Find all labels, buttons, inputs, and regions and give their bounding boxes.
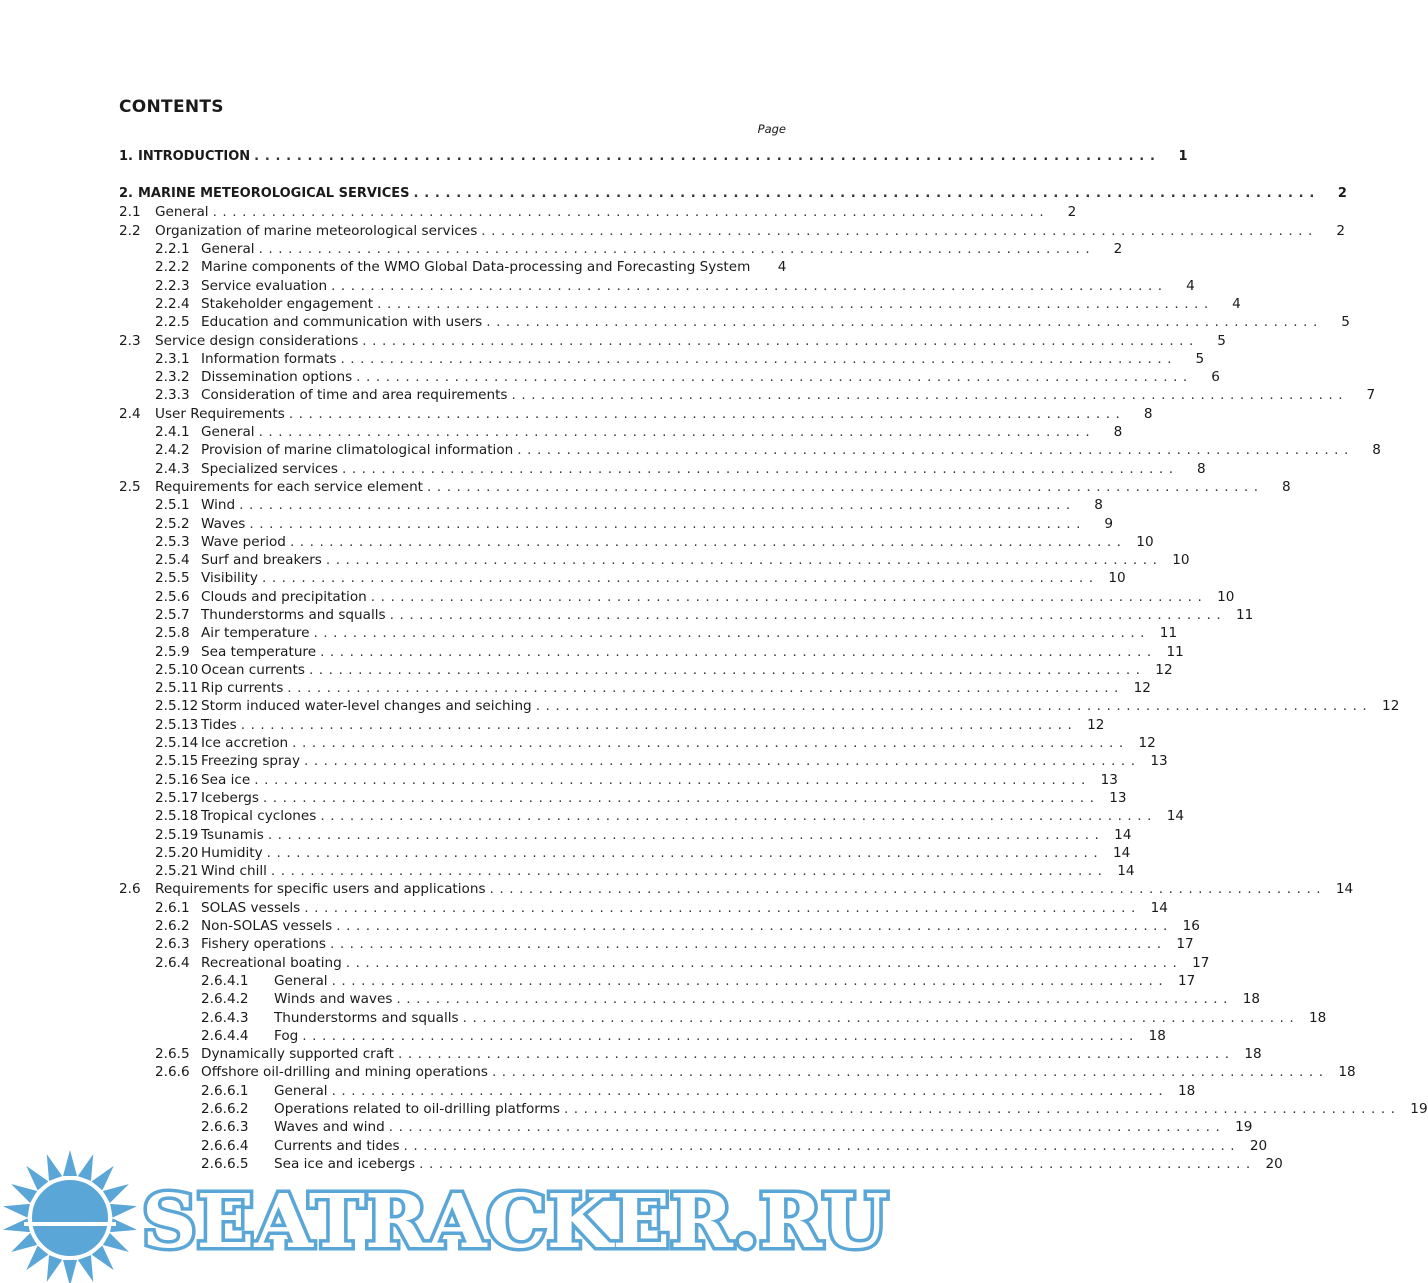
toc-entry[interactable] [155, 533, 1154, 551]
toc-entry-title: INTRODUCTION [137, 149, 251, 164]
toc-leader-dots: . . . . . . . . . . . . . . . . . . . . . . . . . . . . . . . . . . . . . . . . . . . . . . . . . . . . . . . . . . . . . . . . . . . . . . . . . . . . . . . . . . . . . [517, 442, 1349, 458]
toc-entry-title: Service evaluation [201, 278, 328, 294]
toc-entry-number: 2.5.11 [155, 680, 199, 696]
toc-entry-title: Humidity [201, 845, 263, 861]
toc-leader-dots: . . . . . . . . . . . . . . . . . . . . . . . . . . . . . . . . . . . . . . . . . . . . . . . . . . . . . . . . . . . . . . . . . . . . . . . . . . . . . . . . . . . . . [267, 827, 1100, 843]
toc-entry-title: Surf and breakers [201, 552, 322, 568]
toc-leader-dots: . . . . . . . . . . . . . . . . . . . . . . . . . . . . . . . . . . . . . . . . . . . . . . . . . . . . . . . . . . . . . . . . . . . . . . . . . . . . . . . . . . . . . [563, 1101, 1396, 1117]
toc-entry-number: 2.6.4.4 [201, 1028, 249, 1044]
toc-entry-page: 17 [1177, 973, 1196, 989]
toc-entry-number: 2.3.2 [155, 369, 190, 385]
toc-entry[interactable] [155, 295, 1241, 313]
toc-entry[interactable] [119, 880, 1354, 898]
toc-entry[interactable] [119, 185, 1347, 203]
toc-entry[interactable] [155, 789, 1127, 807]
toc-entry-title: Winds and waves [274, 991, 393, 1007]
toc-leader-dots: . . . . . . . . . . . . . . . . . . . . . . . . . . . . . . . . . . . . . . . . . . . . . . . . . . . . . . . . . . . . . . . . . . . . . . . . . . . . . . . . . . . . . [287, 680, 1119, 696]
toc-entry-title: Ice accretion [201, 735, 289, 751]
toc-entry-title: Dynamically supported craft [201, 1046, 394, 1062]
toc-entry-title: Wind chill [201, 863, 267, 879]
toc-entry-number: 2.5.21 [155, 863, 199, 879]
toc-entry-number: 2.6.6.1 [201, 1083, 249, 1099]
toc-entry-number: 2.5.19 [155, 827, 199, 843]
toc-entry-number: 2.6.2 [155, 918, 190, 934]
toc-leader-dots: . . . . . . . . . . . . . . . . . . . . . . . . . . . . . . . . . . . . . . . . . . . . . . . . . . . . . . . . . . . . . . . . . . . . . . . . . . . . . . . . . . . . . [486, 314, 1318, 330]
toc-entry-title: General [201, 241, 255, 257]
toc-entry-number: 2.3.3 [155, 387, 190, 403]
toc-entry-number: 2.4 [119, 406, 141, 422]
toc-leader-dots: . . . . . . . . . . . . . . . . . . . . . . . . . . . . . . . . . . . . . . . . . . . . . . . . . . . . . . . . . . . . . . . . . . . . . . . . . . . . . . . . . . . . . [511, 387, 1344, 403]
toc-entry[interactable] [155, 258, 785, 276]
toc-entry-page: 2 [1336, 223, 1345, 239]
watermark-text: SEATRACKER.RU [142, 1179, 888, 1265]
toc-entry-title: Dissemination options [201, 369, 353, 385]
toc-entry-page: 5 [1217, 333, 1226, 349]
toc-entry-number: 2.5.16 [155, 772, 199, 788]
toc-entry-page: 8 [1143, 406, 1153, 422]
toc-entry-number: 2.5.15 [155, 753, 199, 769]
toc-entry-page: 4 [777, 259, 787, 275]
toc-entry[interactable] [155, 771, 1118, 789]
toc-entry-page: 8 [1094, 497, 1103, 513]
toc-entry[interactable] [119, 148, 1188, 166]
toc-entry-number: 2.6.6.2 [201, 1101, 249, 1117]
toc-entry-title: Air temperature [201, 625, 310, 641]
toc-entry-page: 18 [1242, 991, 1261, 1007]
toc-entry[interactable] [201, 1082, 1196, 1100]
toc-entry[interactable] [155, 807, 1185, 825]
toc-leader-dots: . . . . . . . . . . . . . . . . . . . . . . . . . . . . . . . . . . . . . . . . . . . . . . . . . . . . . . . . . . . . . . . . . . . . . . . . . . . . . . . . . . . . . [289, 534, 1122, 550]
toc-entry[interactable] [201, 1009, 1327, 1027]
toc-entry-page: 14 [1335, 881, 1354, 897]
toc-entry-number: 2.6.1 [155, 900, 190, 916]
toc-entry[interactable] [155, 899, 1168, 917]
toc-leader-dots: . . . . . . . . . . . . . . . . . . . . . . . . . . . . . . . . . . . . . . . . . . . . . . . . . . . . . . . . . . . . . . . . . . . . . . . . . . . . . . . . . . . . . [481, 223, 1313, 239]
toc-entry[interactable] [155, 935, 1194, 953]
toc-leader-dots: . . . . . . . . . . . . . . . . . . . . . . . . . . . . . . . . . . . . . . . . . . . . . . . . . . . . . . . . . . . . . . . . . . . . . . . . . . . . . . . . . . . . . [489, 881, 1322, 897]
toc-entry[interactable] [201, 1027, 1166, 1045]
toc-entry-page: 12 [1133, 680, 1151, 696]
toc-leader-dots: . . . . . . . . . . . . . . . . . . . . . . . . . . . . . . . . . . . . . . . . . . . . . . . . . . . . . . . . . . . . . . . . . . . . . . . . . . . . . . . . . . . . . [396, 991, 1229, 1007]
toc-entry-title: Fishery operations [201, 936, 326, 952]
toc-entry-title: General [274, 1083, 328, 1099]
toc-leader-dots: . . . . . . . . . . . . . . . . . . . . . . . . . . . . . . . . . . . . . . . . . . . . . . . . . . . . . . . . . . . . . . . . . . . . . . . . . . . . . . . . . . . . . [258, 424, 1091, 440]
toc-leader-dots: . . . . . . . . . . . . . . . . . . . . . . . . . . . . . . . . . . . . . . . . . . . . . . . . . . . . . . . . . . . . . . . . . . . . . . . . . . . . . . . . . . . . . [389, 607, 1222, 623]
toc-entry[interactable] [201, 1155, 1283, 1173]
toc-entry-number: 2.2.1 [155, 241, 190, 257]
toc-entry-page: 10 [1217, 589, 1235, 605]
toc-entry-title: Visibility [201, 570, 258, 586]
toc-entry-page: 17 [1176, 936, 1194, 952]
toc-entry-title: Ocean currents [201, 662, 305, 678]
toc-entry[interactable] [119, 478, 1291, 496]
toc-leader-dots: . . . . . . . . . . . . . . . . . . . . . . . . . . . . . . . . . . . . . . . . . . . . . . . . . . . . . . . . . . . . . . . . . . . . . . . . . . . . . . . . . . . . . [535, 698, 1368, 714]
page-column-label: Page [757, 122, 786, 136]
toc-entry-number: 2.2.2 [155, 259, 190, 275]
toc-entry[interactable] [155, 423, 1123, 441]
toc-entry-number: 2.5.5 [155, 570, 190, 586]
toc-entry-number: 2.6.6.3 [201, 1119, 249, 1135]
toc-entry-title: Offshore oil-drilling and mining operations [201, 1064, 488, 1080]
toc-leader-dots: . . . . . . . . . . . . . . . . . . . . . . . . . . . . . . . . . . . . . . . . . . . . . . . . . . . . . . . . . . . . . . . . . . . . . . . . . . . . . . . . . . . . . [419, 1156, 1251, 1172]
toc-entry[interactable] [201, 1118, 1253, 1136]
toc-entry[interactable] [155, 716, 1105, 734]
toc-entry[interactable] [155, 624, 1178, 642]
toc-entry-title: Requirements for specific users and applications [155, 881, 486, 897]
toc-entry-title: Service design considerations [155, 333, 359, 349]
toc-entry-number: 2.6.6 [155, 1064, 190, 1080]
toc-entry-number: 2. [119, 186, 133, 201]
toc-entry[interactable] [201, 1137, 1268, 1155]
toc-entry[interactable] [155, 240, 1123, 258]
toc-leader-dots: . . . . . . . . . . . . . . . . . . . . . . . . . . . . . . . . . . . . . . . . . . . . . . . . . . . . . . . . . . . . . . . . . . . . . . . . . . . . . . . . . . . . . [325, 552, 1158, 568]
toc-entry-number: 2.1 [119, 204, 141, 220]
toc-entry-number: 2.6.4.3 [201, 1010, 249, 1026]
toc-entry[interactable] [155, 661, 1173, 679]
toc-entry-title: Thunderstorms and squalls [201, 607, 386, 623]
toc-entry-title: MARINE METEOROLOGICAL SERVICES [137, 186, 410, 201]
toc-entry-number: 2.3 [119, 333, 141, 349]
toc-entry-page: 11 [1236, 607, 1254, 623]
toc-entry-title: Waves and wind [274, 1119, 385, 1135]
toc-entry-page: 7 [1366, 387, 1376, 403]
toc-entry-title: Marine components of the WMO Global Data-processing and Forecasting System [201, 259, 751, 275]
toc-entry-number: 2.2.4 [155, 296, 190, 312]
toc-entry-number: 2.5.1 [155, 497, 190, 513]
toc-entry-page: 2 [1337, 186, 1347, 201]
toc-entry[interactable] [201, 1100, 1428, 1118]
toc-entry[interactable] [119, 203, 1077, 221]
toc-entry-title: Sea ice and icebergs [274, 1156, 416, 1172]
toc-leader-dots: . . . . . . . . . . . . . . . . . . . . . . . . . . . . . . . . . . . . . . . . . . . . . . . . . . . . . . . . . . . . . . . . . . . . . . . . . . . . . . . . . . . . . [341, 461, 1174, 477]
toc-entry-number: 2.5.13 [155, 717, 199, 733]
toc-entry-page: 17 [1192, 955, 1210, 971]
toc-leader-dots: . . . . . . . . . . . . . . . . . . . . . . . . . . . . . . . . . . . . . . . . . . . . . . . . . . . . . . . . . . . . . . . . . . . . . . . . . . . . . . . . . . . . . [239, 497, 1071, 513]
toc-entry-title: Wave period [201, 534, 286, 550]
toc-entry-title: Icebergs [201, 790, 259, 806]
toc-entry-page: 10 [1108, 570, 1126, 586]
toc-entry-number: 2.5.9 [155, 644, 190, 660]
toc-entry-page: 8 [1197, 461, 1206, 477]
toc-entry-number: 1. [119, 149, 133, 164]
toc-entry-page: 14 [1114, 827, 1132, 843]
toc-entry-number: 2.6.6.5 [201, 1156, 249, 1172]
toc-entry[interactable] [155, 368, 1220, 386]
toc-entry[interactable] [155, 515, 1114, 533]
toc-entry-number: 2.5.10 [155, 662, 199, 678]
toc-entry-page: 8 [1282, 479, 1291, 495]
toc-entry[interactable] [119, 405, 1153, 423]
toc-entry-page: 20 [1265, 1156, 1283, 1172]
toc-entry-title: General [155, 204, 209, 220]
toc-leader-dots: . . . . . . . . . . . . . . . . . . . . . . . . . . . . . . . . . . . . . . . . . . . . . . . . . . . . . . . . . . . . . . . . . . . . . . . . . . . . . . . . . . . . . [462, 1010, 1295, 1026]
toc-entry-title: User Requirements [155, 406, 285, 422]
toc-entry-number: 2.5.3 [155, 534, 190, 550]
toc-entry[interactable] [155, 588, 1235, 606]
toc-entry[interactable] [155, 1045, 1262, 1063]
toc-entry-page: 13 [1100, 772, 1118, 788]
toc-leader-dots: . . . . . . . . . . . . . . . . . . . . . . . . . . . . . . . . . . . . . . . . . . . . . . . . . . . . . . . . . . . . . . . . . . . . . . . . . . . . . . . . . . . . . [370, 589, 1203, 605]
toc-entry[interactable] [155, 862, 1135, 880]
toc-entry-page: 8 [1113, 424, 1123, 440]
toc-entry-page: 18 [1244, 1046, 1262, 1062]
toc-leader-dots: . . . . . . . . . . . . . . . . . . . . . . . . . . . . . . . . . . . . . . . . . . . . . . . . . . . . . . . . . . . . . . . . . . . . . . . . . . . . . . . . . . . . . [212, 204, 1045, 220]
toc-entry-page: 14 [1166, 808, 1185, 824]
toc-entry[interactable] [155, 954, 1210, 972]
toc-entry-number: 2.6.4 [155, 955, 190, 971]
toc-entry-page: 8 [1372, 442, 1381, 458]
toc-entry-number: 2.5.18 [155, 808, 199, 824]
toc-leader-dots: . . . . . . . . . . . . . . . . . . . . . . . . . . . . . . . . . . . . . . . . . . . . . . . . . . . . . . . . . . . . . . . . . . . . . . . . . . . . . . . . . . . . . [254, 772, 1086, 788]
toc-leader-dots: . . . . . . . . . . . . . . . . . . . . . . . . . . . . . . . . . . . . . . . . . . . . . . . . . . . . . . . . . . . . . . . . . . . . . . . . . . . . . . . . . . . . . [249, 516, 1082, 532]
toc-entry-title: Fog [274, 1028, 299, 1044]
toc-entry-title: Recreational boating [201, 955, 342, 971]
toc-entry-page: 20 [1249, 1138, 1268, 1154]
toc-entry-title: Non-SOLAS vessels [201, 918, 333, 934]
toc-entry-number: 2.6.3 [155, 936, 190, 952]
toc-entry-page: 12 [1087, 717, 1105, 733]
toc-entry-title: Consideration of time and area requirements [201, 387, 508, 403]
toc-entry-number: 2.5.20 [155, 845, 199, 861]
toc-entry[interactable] [201, 972, 1196, 990]
toc-entry-number: 2.6 [119, 881, 141, 897]
toc-entry-page: 12 [1382, 698, 1400, 714]
toc-entry[interactable] [155, 460, 1206, 478]
toc-leader-dots: . . . . . . . . . . . . . . . . . . . . . . . . . . . . . . . . . . . . . . . . . . . . . . . . . . . . . . . . . . . . . . . . . . . . . . . . . . . . . . . . . . . . . [427, 479, 1259, 495]
toc-entry-number: 2.5.17 [155, 790, 199, 806]
toc-entry-page: 12 [1138, 735, 1156, 751]
toc-entry-title: Organization of marine meteorological services [155, 223, 478, 239]
toc-entry[interactable] [155, 697, 1400, 715]
toc-entry[interactable] [155, 551, 1190, 569]
toc-entry-page: 12 [1155, 662, 1173, 678]
toc-entry-title: Currents and tides [274, 1138, 400, 1154]
toc-entry-title: General [201, 424, 255, 440]
toc-entry-page: 14 [1150, 900, 1168, 916]
toc-entry[interactable] [155, 1063, 1356, 1081]
toc-entry-title: Sea ice [201, 772, 251, 788]
toc-entry-page: 19 [1235, 1119, 1253, 1135]
toc-entry[interactable] [155, 826, 1132, 844]
toc-entry[interactable] [155, 277, 1195, 295]
toc-leader-dots: . . . . . . . . . . . . . . . . . . . . . . . . . . . . . . . . . . . . . . . . . . . . . . . . . . . . . . . . . . . . . . . . . . . . . . . . . . . . . . . . . . . . . [397, 1046, 1230, 1062]
toc-leader-dots: . . . . . . . . . . . . . . . . . . . . . . . . . . . . . . . . . . . . . . . . . . . . . . . . . . . . . . . . . . . . . . . . . . . . . . . . . . . . . . . . . . . . . [261, 570, 1094, 586]
toc-leader-dots: . . . . . . . . . . . . . . . . . . . . . . . . . . . . . . . . . . . . . . . . . . . . . . . . . . . . . . . . . . . . . . . . . . . . . . . . . . . . . . . . . . . . . [313, 625, 1146, 641]
toc-leader-dots: . . . . . . . . . . . . . . . . . . . . . . . . . . . . . . . . . . . . . . . . . . . . . . . . . . . . . . . . . . . . . . . . . . . . . . . . . . . . . . . . . . . . . [288, 406, 1121, 422]
toc-entry-page: 6 [1211, 369, 1220, 385]
toc-leader-dots: . . . . . . . . . . . . . . . . . . . . . . . . . . . . . . . . . . . . . . . . . . . . . . . . . . . . . . . . . . . . . . . . . . . . . . . . . . . . . . . . . . . . . [377, 296, 1209, 312]
toc-entry-page: 11 [1166, 644, 1184, 660]
toc-entry-number: 2.5.4 [155, 552, 190, 568]
toc-entry[interactable] [155, 643, 1184, 661]
toc-entry-title: Information formats [201, 351, 337, 367]
toc-entry[interactable] [155, 441, 1381, 459]
toc-entry[interactable] [155, 569, 1126, 587]
toc-leader-dots: . . . . . . . . . . . . . . . . . . . . . . . . . . . . . . . . . . . . . . . . . . . . . . . . . . . . . . . . . . . . . . . . . . . . . . . . . . . . . . . . . . . . . [491, 1064, 1324, 1080]
toc-entry-page: 9 [1104, 516, 1114, 532]
toc-entry-title: Stakeholder engagement [201, 296, 374, 312]
toc-entry-title: Clouds and precipitation [201, 589, 367, 605]
toc-entry-number: 2.3.1 [155, 351, 190, 367]
toc-entry-title: Storm induced water-level changes and seiching [201, 698, 532, 714]
toc-entry-page: 2 [1067, 204, 1077, 220]
toc-entry-number: 2.5.2 [155, 516, 190, 532]
toc-entry-page: 10 [1136, 534, 1154, 550]
toc-entry-page: 5 [1341, 314, 1350, 330]
toc-entry-title: Thunderstorms and squalls [274, 1010, 459, 1026]
toc-entry-title: SOLAS vessels [201, 900, 301, 916]
toc-leader-dots: . . . . . . . . . . . . . . . . . . . . . . . . . . . . . . . . . . . . . . . . . . . . . . . . . . . . . . . . . . . . . . . . . . . . . . . . . . . . . . . . . . . . . [304, 753, 1136, 769]
toc-entry-page: 18 [1309, 1010, 1327, 1026]
toc-entry-page: 19 [1410, 1101, 1428, 1117]
toc-entry[interactable] [119, 222, 1345, 240]
toc-entry-number: 2.2 [119, 223, 141, 239]
toc-leader-dots: . . . . . . . . . . . . . . . . . . . . . . . . . . . . . . . . . . . . . . . . . . . . . . . . . . . . . . . . . . . . . . . . . . . . . . . . . . . . . . . . . . . . . [292, 735, 1124, 751]
toc-entry-page: 18 [1338, 1064, 1356, 1080]
toc-entry[interactable] [155, 734, 1156, 752]
page-title: CONTENTS [119, 97, 224, 117]
toc-entry[interactable] [155, 496, 1103, 514]
toc-entry[interactable] [155, 350, 1205, 368]
toc-entry-number: 2.4.1 [155, 424, 190, 440]
toc-entry[interactable] [155, 313, 1350, 331]
toc-leader-dots: . . . . . . . . . . . . . . . . . . . . . . . . . . . . . . . . . . . . . . . . . . . . . . . . . . . . . . . . . . . . . . . . . . . . . . . . . . . . . . . . . . . . . [266, 845, 1099, 861]
toc-entry-page: 13 [1150, 753, 1168, 769]
toc-entry-page: 18 [1177, 1083, 1196, 1099]
toc-entry-page: 16 [1182, 918, 1200, 934]
toc-entry-page: 2 [1113, 241, 1123, 257]
toc-entry-number: 2.6.4.1 [201, 973, 249, 989]
toc-entry-title: Wind [201, 497, 236, 513]
toc-entry[interactable] [155, 844, 1131, 862]
toc-entry-page: 13 [1109, 790, 1127, 806]
toc-entry-number: 2.5.7 [155, 607, 190, 623]
toc-entry-title: General [274, 973, 328, 989]
toc-entry[interactable] [155, 606, 1254, 624]
toc-leader-dots: . . . . . . . . . . . . . . . . . . . . . . . . . . . . . . . . . . . . . . . . . . . . . . . . . . . . . . . . . . . . . . . . . . . . . . . . . . . . . . . . . . . . . [336, 918, 1168, 934]
toc-leader-dots: . . . . . . . . . . . . . . . . . . . . . . . . . . . . . . . . . . . . . . . . . . . . . . . . . . . . . . . . . . . . . . . . . . . . . . . . . . . . . . . . . . . . . [302, 1028, 1134, 1044]
toc-leader-dots: . . . . . . . . . . . . . . . . . . . . . . . . . . . . . . . . . . . . . . . . . . . . . . . . . . . . . . . . . . . . . . . . . . . . . . . . . . . . . . . . . . . . . [413, 186, 1315, 201]
toc-leader-dots: . . . . . . . . . . . . . . . . . . . . . . . . . . . . . . . . . . . . . . . . . . . . . . . . . . . . . . . . . . . . . . . . . . . . . . . . . . . . . . . . . . . . . [308, 662, 1141, 678]
toc-entry-page: 5 [1195, 351, 1205, 367]
toc-entry-number: 2.5.12 [155, 698, 199, 714]
toc-entry-title: Requirements for each service element [155, 479, 424, 495]
toc-entry-number: 2.2.3 [155, 278, 190, 294]
toc-leader-dots: . . . . . . . . . . . . . . . . . . . . . . . . . . . . . . . . . . . . . . . . . . . . . . . . . . . . . . . . . . . . . . . . . . . . . . . . . . . . . . . . . . . . . [304, 900, 1136, 916]
toc-entry-title: Freezing spray [201, 753, 300, 769]
toc-entry-title: Waves [201, 516, 246, 532]
toc-leader-dots: . . . . . . . . . . . . . . . . . . . . . . . . . . . . . . . . . . . . . . . . . . . . . . . . . . . . . . . . . . . . . . . . . . . . . . . . . . . . . . . . . . . . . [240, 717, 1073, 733]
toc-entry[interactable] [155, 679, 1151, 697]
toc-entry-number: 2.2.5 [155, 314, 190, 330]
toc-entry-page: 14 [1117, 863, 1135, 879]
toc-entry[interactable] [155, 386, 1376, 404]
toc-entry[interactable] [155, 917, 1200, 935]
toc-entry-page: 11 [1159, 625, 1178, 641]
toc-leader-dots: . . . . . . . . . . . . . . . . . . . . . . . . . . . . . . . . . . . . . . . . . . . . . . . . . . . . . . . . . . . . . . . . . . . . . . . . . . . . . . . . . . . . . [388, 1119, 1221, 1135]
toc-entry-number: 2.5.6 [155, 589, 190, 605]
toc-leader-dots: . . . . . . . . . . . . . . . . . . . . . . . . . . . . . . . . . . . . . . . . . . . . . . . . . . . . . . . . . . . . . . . . . . . . . . . . . . . . . . . . . . . . . [356, 369, 1188, 385]
toc-entry-number: 2.6.5 [155, 1046, 190, 1062]
toc-entry-number: 2.4.3 [155, 461, 190, 477]
toc-entry-title: Provision of marine climatological information [201, 442, 514, 458]
toc-leader-dots: . . . . . . . . . . . . . . . . . . . . . . . . . . . . . . . . . . . . . . . . . . . . . . . . . . . . . . . . . . . . . . . . . . . . . . . . . . . . . . . . . . . . . [340, 351, 1173, 367]
toc-entry-title: Tsunamis [201, 827, 264, 843]
toc-entry-page: 1 [1178, 149, 1188, 164]
toc-leader-dots: . . . . . . . . . . . . . . . . . . . . . . . . . . . . . . . . . . . . . . . . . . . . . . . . . . . . . . . . . . . . . . . . . . . . . . . . . . . . . . . . . . . . . [331, 973, 1164, 989]
toc-entry-page: 4 [1186, 278, 1195, 294]
toc-leader-dots: . . . . . . . . . . . . . . . . . . . . . . . . . . . . . . . . . . . . . . . . . . . . . . . . . . . . . . . . . . . . . . . . . . . . . . . . . . . . . . . . . . . . . [345, 955, 1178, 971]
toc-leader-dots: . . . . . . . . . . . . . . . . . . . . . . . . . . . . . . . . . . . . . . . . . . . . . . . . . . . . . . . . . . . . . . . . . . . . . . . . . . . . . . . . . . . . . [362, 333, 1194, 349]
toc-entry-title: Education and communication with users [201, 314, 483, 330]
toc-leader-dots: . . . . . . . . . . . . . . . . . . . . . . . . . . . . . . . . . . . . . . . . . . . . . . . . . . . . . . . . . . . . . . . . . . . . . . . . . . . . . . . . . . . . . [270, 863, 1103, 879]
toc-leader-dots: . . . . . . . . . . . . . . . . . . . . . . . . . . . . . . . . . . . . . . . . . . . . . . . . . . . . . . . . . . . . . . . . . . . . . . . . . . . . . . . . . . . . . [258, 241, 1091, 257]
toc-leader-dots: . . . . . . . . . . . . . . . . . . . . . . . . . . . . . . . . . . . . . . . . . . . . . . . . . . . . . . . . . . . . . . . . . . . . . . . . . . . . . . . . . . . . . [329, 936, 1162, 952]
toc-entry-title: Tropical cyclones [201, 808, 317, 824]
toc-entry-title: Operations related to oil-drilling platforms [274, 1101, 560, 1117]
toc-entry-number: 2.6.6.4 [201, 1138, 249, 1154]
toc-entry-page: 10 [1172, 552, 1190, 568]
toc-leader-dots: . . . . . . . . . . . . . . . . . . . . . . . . . . . . . . . . . . . . . . . . . . . . . . . . . . . . . . . . . . . . . . . . . . . . . . . . . . . . . . . . . . . . . [320, 808, 1153, 824]
toc-entry-title: Specialized services [201, 461, 338, 477]
toc-entry[interactable] [119, 332, 1226, 350]
toc-entry-title: Rip currents [201, 680, 284, 696]
toc-entry-page: 14 [1113, 845, 1131, 861]
toc-entry-title: Tides [201, 717, 237, 733]
toc-entry-number: 2.6.4.2 [201, 991, 249, 1007]
toc-leader-dots: . . . . . . . . . . . . . . . . . . . . . . . . . . . . . . . . . . . . . . . . . . . . . . . . . . . . . . . . . . . . . . . . . . . . . . . . . . . . . . . . . . . . . [262, 790, 1095, 806]
toc-leader-dots: . . . . . . . . . . . . . . . . . . . . . . . . . . . . . . . . . . . . . . . . . . . . . . . . . . . . . . . . . . . . . . . . . . . . . . . . . . . . . . . . . . . . . [403, 1138, 1236, 1154]
toc-entry-number: 2.4.2 [155, 442, 190, 458]
toc-entry[interactable] [201, 990, 1261, 1008]
toc-entry-page: 4 [1232, 296, 1241, 312]
toc-entry-number: 2.5 [119, 479, 141, 495]
toc-leader-dots: . . . . . . . . . . . . . . . . . . . . . . . . . . . . . . . . . . . . . . . . . . . . . . . . . . . . . . . . . . . . . . . . . . . . . . . . . . . . . . . . . . . . . [331, 278, 1163, 294]
toc-leader-dots: . . . . . . . . . . . . . . . . . . . . . . . . . . . . . . . . . . . . . . . . . . . . . . . . . . . . . . . . . . . . . . . . . . . . . . . . . . . . . . . . . . . . . [320, 644, 1152, 660]
toc-leader-dots: . . . . . . . . . . . . . . . . . . . . . . . . . . . . . . . . . . . . . . . . . . . . . . . . . . . . . . . . . . . . . . . . . . . . . . . . . . . . . . . . . . . . . [331, 1083, 1164, 1099]
toc-entry-number: 2.5.8 [155, 625, 190, 641]
toc-entry-number: 2.5.14 [155, 735, 199, 751]
toc-leader-dots: . . . . . . . . . . . . . . . . . . . . . . . . . . . . . . . . . . . . . . . . . . . . . . . . . . . . . . . . . . . . . . . . . . . . . . . . . . . . . . . . . . . . . [254, 149, 1156, 164]
toc-entry[interactable] [155, 752, 1168, 770]
toc-entry-page: 18 [1148, 1028, 1166, 1044]
toc-entry-title: Sea temperature [201, 644, 317, 660]
